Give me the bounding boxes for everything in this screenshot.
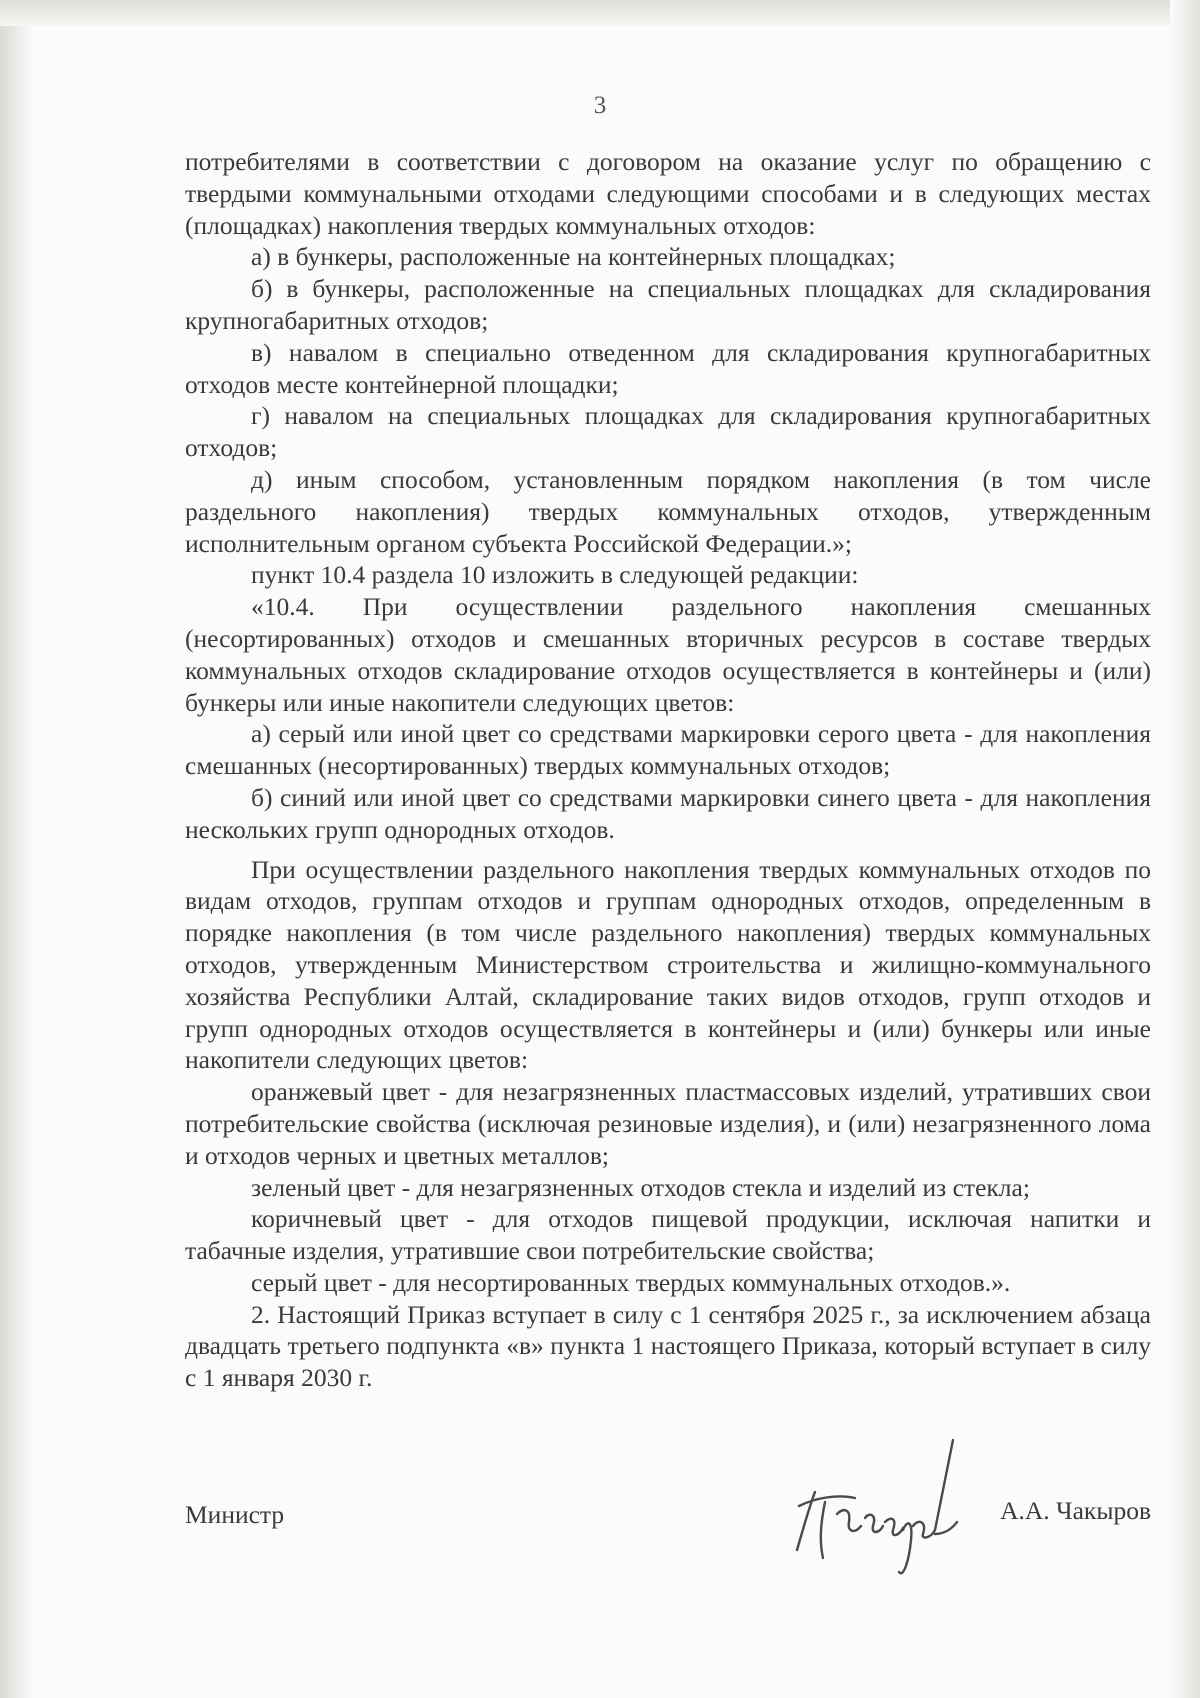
paragraph: г) навалом на специальных площадках для складирования крупногабаритных отходов; (185, 401, 1151, 463)
paragraph: д) иным способом, установленным порядком накопления (в том числе раздельного накопления) твердых коммунальных отходов, утвержденным исполнительным органом субъекта Российской Федерации.»; (185, 464, 1151, 558)
document-body (185, 146, 1151, 1394)
paragraph: оранжевый цвет - для незагрязненных пластмассовых изделий, утративших свои потребительские свойства (исключая резиновые изделия), и (или) незагрязненного лома и отходов черных и цветных металлов; (185, 1077, 1151, 1170)
handwritten-signature (785, 1422, 975, 1582)
paragraph: При осуществлении раздельного накопления твердых коммунальных отходов по видам отходов, группам отходов и группам однородных отходов, определенным в порядке накопления (в том числе раздельного накопления) твердых коммунальных отходов, утвержденным Министерством строительства и жилищно-коммунального хозяйства Республики Алтай, складирование таких видов отходов, групп отходов и групп однородных отходов осуществляется в контейнеры и (или) бункеры или иные накопители следующих цветов: (185, 854, 1151, 1075)
paragraph: б) синий или иной цвет со средствами маркировки синего цвета - для накопления нескольких групп однородных отходов. (185, 782, 1151, 844)
signature-block (185, 1480, 1151, 1600)
paragraph: в) навалом в специально отведенном для складирования крупногабаритных отходов месте контейнерной площадки; (185, 337, 1151, 399)
scan-shadow-top (0, 0, 1200, 26)
signatory-position: Министр (185, 1500, 285, 1529)
page-number: 3 (593, 92, 607, 119)
signatory-name: А.А. Чакыров (1000, 1496, 1151, 1525)
paragraph: б) в бункеры, расположенные на специальных площадках для складирования крупногабаритных отходов; (185, 274, 1151, 335)
paragraph: зеленый цвет - для незагрязненных отходов стекла и изделий из стекла; (251, 1172, 1030, 1202)
paragraph: 2. Настоящий Приказ вступает в силу с 1 сентября 2025 г., за исключением абзаца двадцать третьего подпункта «в» пункта 1 настоящего Приказа, который вступает в силу с 1 января 2030 г. (185, 1299, 1151, 1393)
paragraph: «10.4. При осуществлении раздельного накопления смешанных (несортированных) отходов и смешанных вторичных ресурсов в составе твердых коммунальных отходов складирование отходов осуществляется в контейнеры и (или) бункеры или иные накопители следующих цветов: (185, 592, 1151, 717)
paragraph: потребителями в соответствии с договором на оказание услуг по обращению с твердыми коммунальными отходами следующими способами и в следующих местах (площадках) накопления твердых коммунальных отходов: (185, 147, 1151, 240)
paragraph: а) в бункеры, расположенные на контейнерных площадках; (251, 242, 896, 272)
paragraph: коричневый цвет - для отходов пищевой продукции, исключая напитки и табачные изделия, утратившие свои потребительские свойства; (185, 1204, 1151, 1266)
scan-shadow-right (1170, 0, 1200, 1698)
paragraph: серый цвет - для несортированных твердых коммунальных отходов.». (251, 1267, 1011, 1297)
scan-shadow-left (0, 0, 34, 1698)
paragraph: пункт 10.4 раздела 10 изложить в следующей редакции: (251, 560, 859, 590)
paragraph: а) серый или иной цвет со средствами маркировки серого цвета - для накопления смешанных (несортированных) твердых коммунальных отходов; (185, 719, 1151, 781)
